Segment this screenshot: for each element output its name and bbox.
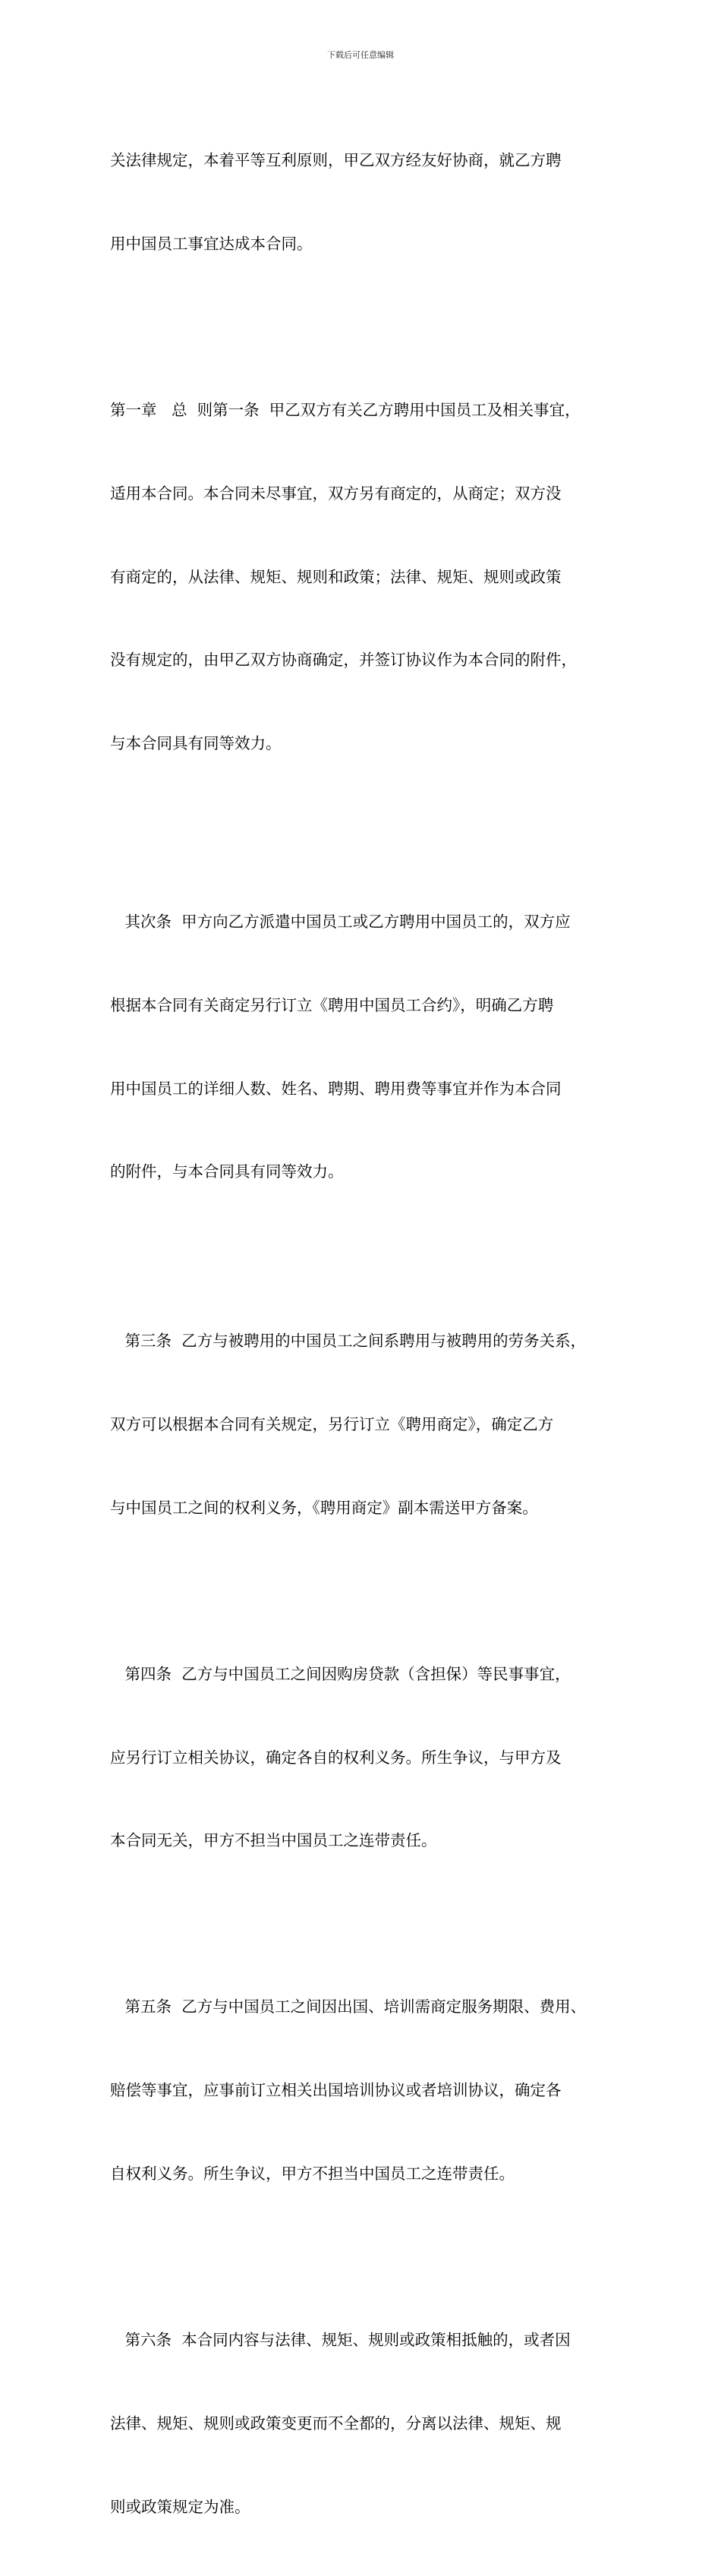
text-line: 自权利义务。所生争议，甲方不担当中国员工之连带责任。 [110,2164,515,2183]
paragraph-article-4 [110,1605,619,1911]
text-line: 根据本合同有关商定另行订立《聘用中国员工合约》，明确乙方聘 [110,995,554,1014]
text-line: 赔偿等事宜，应事前订立相关出国培训协议或者培训协议，确定各 [110,2081,562,2100]
text-line: 关法律规定，本着平等互利原则，甲乙双方经友好协商，就乙方聘 [110,151,562,170]
paragraph-article-6 [110,2271,619,2576]
text-line: 第五条 乙方与中国员工之间因出国、培训需商定服务期限、费用、 [110,1997,587,2016]
text-line: 本合同无关，甲方不担当中国员工之连带责任。 [110,1831,437,1850]
text-line: 用中国员工的详细人数、姓名、聘期、聘用费等事宜并作为本合同 [110,1079,562,1098]
text-line: 第一章 总 则第一条 甲乙双方有关乙方聘用中国员工及相关事宜， [110,400,581,419]
text-line: 第四条 乙方与中国员工之间因购房贷款（含担保）等民事事宜， [110,1664,571,1683]
text-line: 有商定的，从法律、规矩、规则和政策；法律、规矩、规则或政策 [110,567,562,586]
text-line: 双方可以根据本合同有关规定，另行订立《聘用商定》，确定乙方 [110,1415,554,1434]
page-header-note: 下载后可任意编辑 [327,50,394,60]
text-line: 第三条 乙方与被聘用的中国员工之间系聘用与被聘用的劳务关系， [110,1332,587,1351]
text-line: 第六条 本合同内容与法律、规矩、规则或政策相抵触的，或者因 [110,2330,571,2349]
text-line: 与中国员工之间的权利义务，《聘用商定》副本需送甲方备案。 [110,1498,538,1517]
text-line: 的附件，与本合同具有同等效力。 [110,1162,344,1181]
document-body [110,91,619,2576]
text-line: 用中国员工事宜达成本合同。 [110,234,313,253]
text-line: 应另行订立相关协议，确定各自的权利义务。所生争议，与甲方及 [110,1748,562,1767]
paragraph-article-2 [110,853,619,1241]
text-line: 适用本合同。本合同未尽事宜，双方另有商定的，从商定；双方没 [110,484,562,503]
text-line: 法律、规矩、规则或政策变更而不全都的，分离以法律、规矩、规 [110,2414,562,2433]
paragraph-article-5 [110,1938,619,2243]
text-line: 其次条 甲方向乙方派遣中国员工或乙方聘用中国员工的，双方应 [110,913,571,932]
paragraph-preamble [110,91,619,314]
text-line: 与本合同具有同等效力。 [110,734,282,753]
text-line: 没有规定的，由甲乙双方协商确定，并签订协议作为本合同的附件， [110,651,577,670]
paragraph-article-1 [110,341,619,813]
text-line: 则或政策规定为准。 [110,2497,250,2516]
paragraph-article-3 [110,1272,619,1578]
